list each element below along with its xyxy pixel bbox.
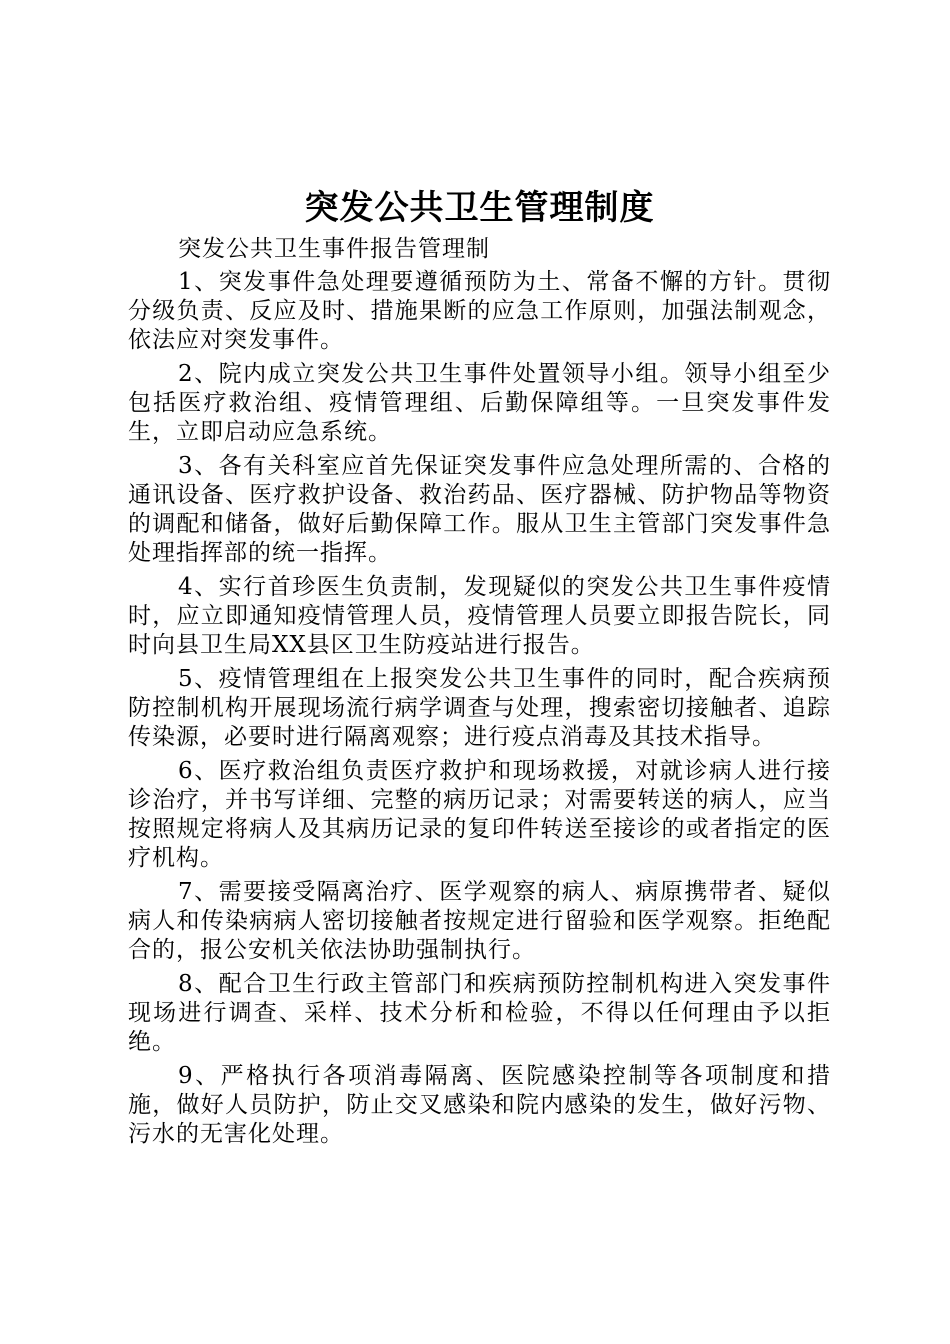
paragraph-1: 1、突发事件急处理要遵循预防为土、常备不懈的方针。贯彻分级负责、反应及时、措施果断的应急工作原则，加强法制观念，依法应对突发事件。 <box>128 269 831 353</box>
paragraph-6: 6、医疗救治组负责医疗救护和现场救援，对就诊病人进行接诊治疗，并书写详细、完整的病历记录；对需要转送的病人，应当按照规定将病人及其病历记录的复印件转送至接诊的或者指定的医疗机构。 <box>128 758 831 871</box>
paragraph-4: 4、实行首珍医生负责制，发现疑似的突发公共卫生事件疫情时，应立即通知疫情管理人员，疫情管理人员要立即报告院长，同时向县卫生局XX县区卫生防疫站进行报告。 <box>128 574 831 658</box>
paragraph-5: 5、疫情管理组在上报突发公共卫生事件的同时，配合疾病预防控制机构开展现场流行病学调查与处理，搜索密切接触者、追踪传染源，必要时进行隔离观察；进行疫点消毒及其技术指导。 <box>128 666 831 750</box>
paragraph-9: 9、严格执行各项消毒隔离、医院感染控制等各项制度和措施，做好人员防护，防止交叉感染和院内感染的发生，做好污物、污水的无害化处理。 <box>128 1063 831 1147</box>
document-title: 突发公共卫生管理制度 <box>304 188 655 228</box>
paragraph-2: 2、院内成立突发公共卫生事件处置领导小组。领导小组至少包括医疗救治组、疫情管理组、后勤保障组等。一旦突发事件发生，立即启动应急系统。 <box>128 361 831 445</box>
paragraph-7: 7、需要接受隔离治疗、医学观察的病人、病原携带者、疑似病人和传染病病人密切接触者按规定进行留验和医学观察。拒绝配合的，报公安机关依法协助强制执行。 <box>128 879 831 963</box>
paragraph-8: 8、配合卫生行政主管部门和疾病预防控制机构进入突发事件现场进行调查、采样、技术分析和检验，不得以任何理由予以拒绝。 <box>128 971 831 1055</box>
section-subtitle: 突发公共卫生事件报告管理制 <box>178 236 490 262</box>
document-page <box>128 185 831 1154</box>
paragraph-3: 3、各有关科室应首先保证突发事件应急处理所需的、合格的通讯设备、医疗救护设备、救治药品、医疗器械、防护物品等物资的调配和储备，做好后勤保障工作。服从卫生主管部门突发事件急处理指挥部的统一指挥。 <box>128 453 831 566</box>
